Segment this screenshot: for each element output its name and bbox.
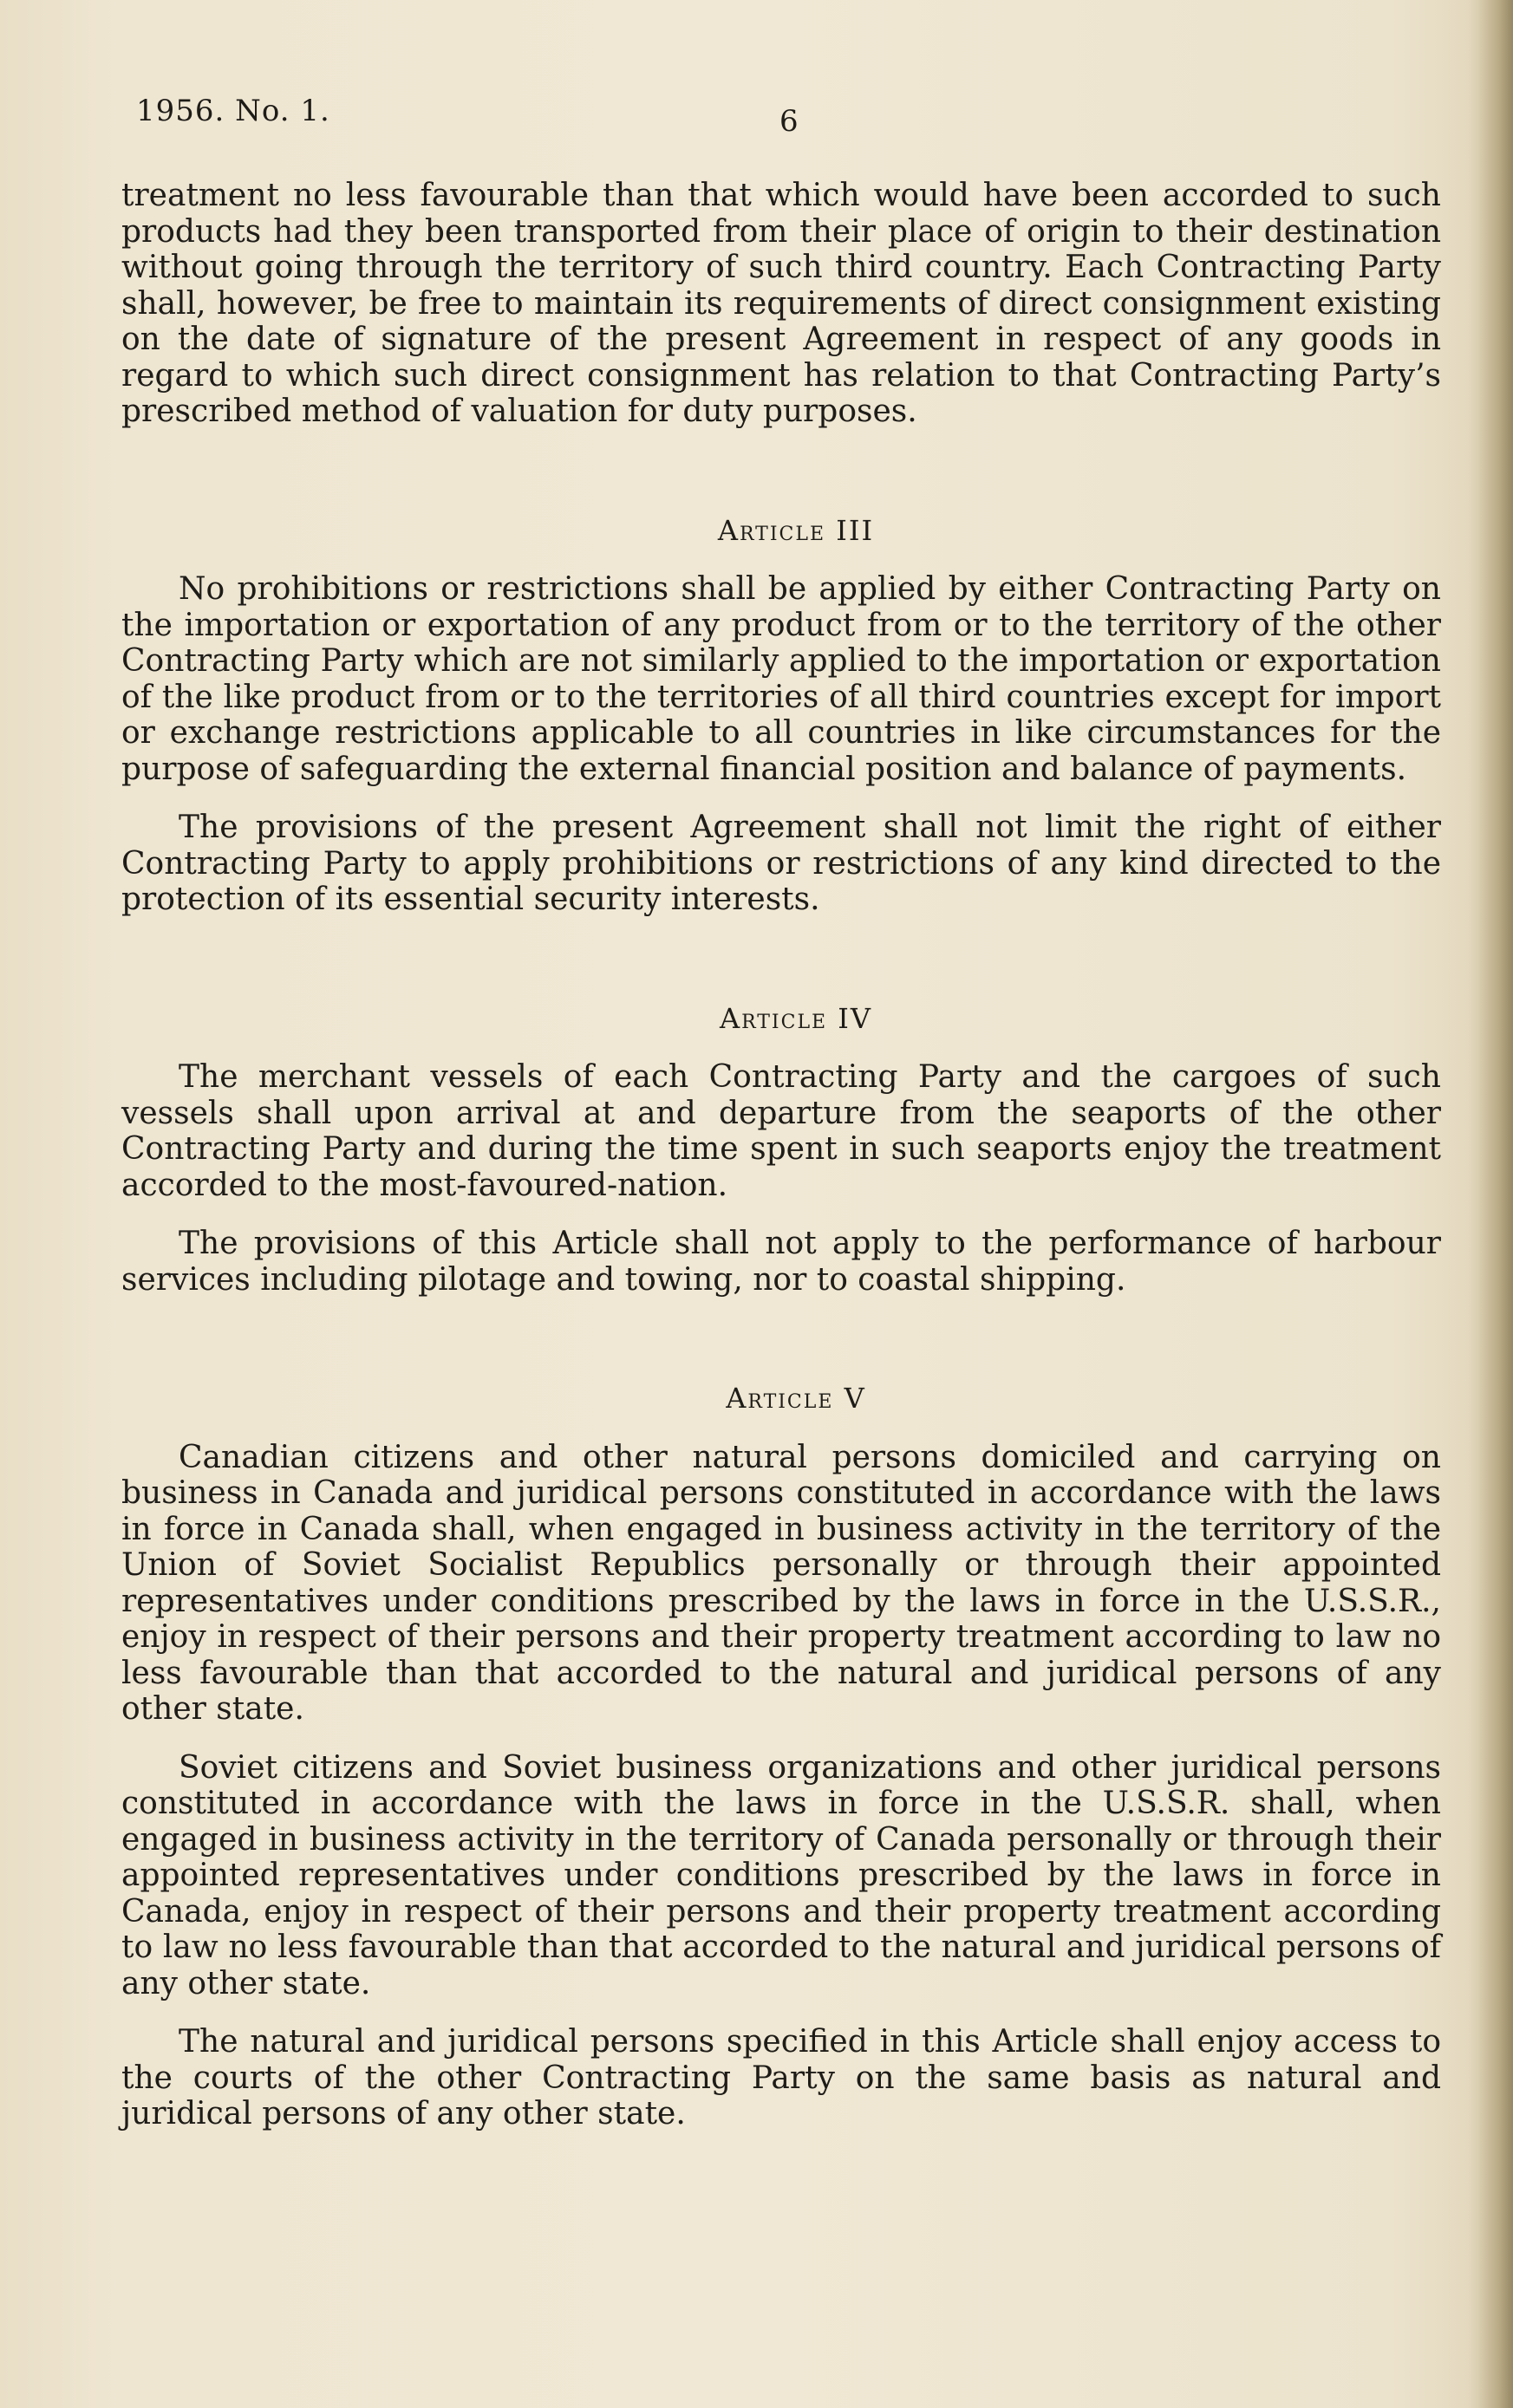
article-5-heading: Article V: [726, 1382, 866, 1415]
page-edge-shadow: [1478, 0, 1513, 2408]
page-number: 6: [779, 104, 799, 139]
article-4-heading: Article IV: [719, 1001, 873, 1035]
article-4-paragraph-2: The provisions of this Article shall not apply to the performance of harbour services including pilotage and towing, nor to coastal shipping.: [121, 1226, 1441, 1298]
article-4-paragraph-1: The merchant vessels of each Contracting Party and the cargoes of such vessels shall upon arrival at and departure from the seaports of the other Contracting Party and during the time spent in such seaports enjoy the treatment accorded to the most-favoured-nation.: [121, 1059, 1441, 1203]
article-5-paragraph-3: The natural and juridical persons specified in this Article shall enjoy access to the courts of the other Contracting Party on the same basis as natural and juridical persons of any other state.: [121, 2024, 1441, 2131]
page-body: [121, 178, 1441, 2132]
carryover-paragraph: treatment no less favourable than that which would have been accorded to such products had they been transported from their place of origin to their destination without going through the territory of such third country. Each Contracting Party shall, however, be free to maintain its requirements of direct consignment existing on the date of signature of the present Agreement in respect of any goods in regard to which such direct consignment has relation to that Contracting Party’s prescribed method of valuation for duty purposes.: [121, 178, 1441, 429]
article-3-paragraph-1: No prohibitions or restrictions shall be applied by either Contracting Party on the importation or exportation of any product from or to the territory of the other Contracting Party which are not similarly applied to the importation or exportation of the like product from or to the territories of all third countries except for import or exchange restrictions applicable to all countries in like circumstances for the purpose of safeguarding the external financial position and balance of payments.: [121, 571, 1441, 787]
article-5-paragraph-1: Canadian citizens and other natural persons domiciled and carrying on business in Canada and juridical persons constituted in accordance with the laws in force in Canada shall, when engaged in business activity in the territory of the Union of Soviet Socialist Republics personally or through their appointed representatives under conditions prescribed by the laws in force in the U.S.S.R., enjoy in respect of their persons and their property treatment according to law no less favourable than that accorded to the natural and juridical persons of any other state.: [121, 1439, 1441, 1727]
page-header: [136, 94, 1454, 146]
article-3-paragraph-2: The provisions of the present Agreement shall not limit the right of either Contracting Party to apply prohibitions or restrictions of any kind directed to the protection of its essential security interests.: [121, 810, 1441, 917]
document-reference: 1956. No. 1.: [136, 94, 330, 128]
article-5-paragraph-2: Soviet citizens and Soviet business organizations and other juridical persons constituted in accordance with the laws in force in the U.S.S.R. shall, when engaged in business activity in the territory of Canada personally or through their appointed representatives under conditions prescribed by the laws in force in Canada, enjoy in respect of their persons and their property treatment according to law no less favourable than that accorded to the natural and juridical persons of any other state.: [121, 1749, 1441, 2001]
article-3-heading: Article III: [717, 513, 875, 547]
